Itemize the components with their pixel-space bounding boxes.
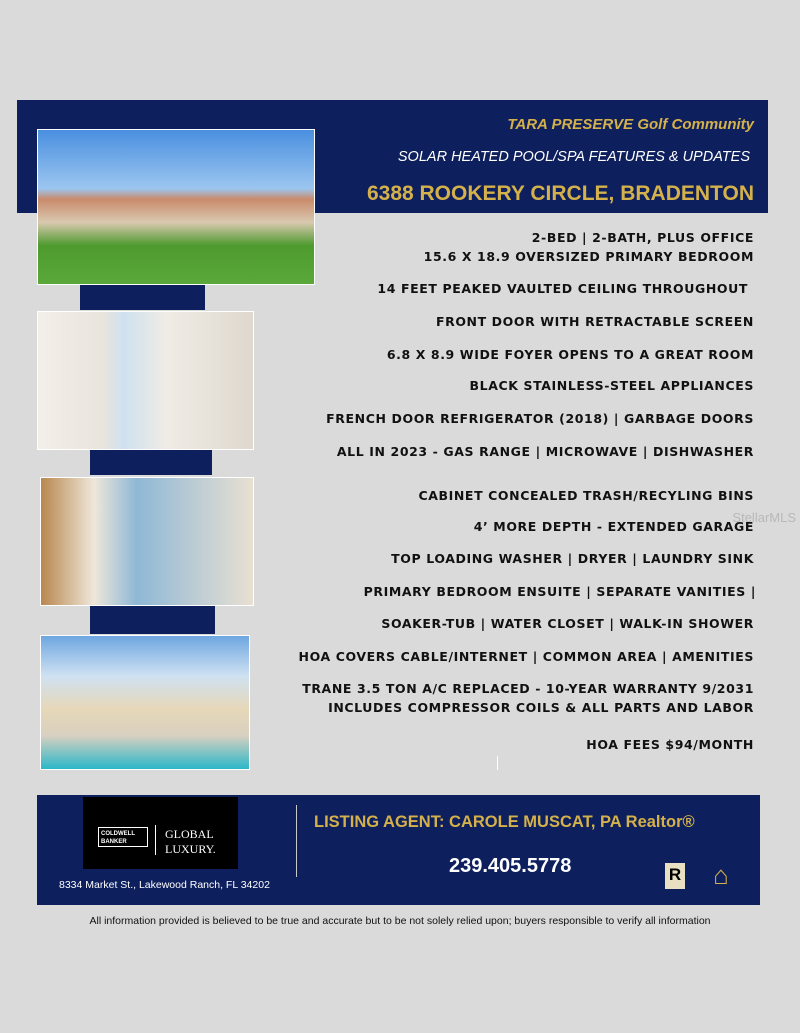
community-name: TARA PRESERVE Golf Community [507, 116, 754, 133]
feature-item: CABINET CONCEALED TRASH/RECYLING BINS [418, 488, 754, 503]
subtitle: SOLAR HEATED POOL/SPA FEATURES & UPDATES [397, 149, 750, 165]
feature-item: FRENCH DOOR REFRIGERATOR (2018) | GARBAGE DOORS [326, 411, 754, 426]
feature-item: 4’ MORE DEPTH - EXTENDED GARAGE [473, 519, 754, 534]
listing-agent: LISTING AGENT: CAROLE MUSCAT, PA Realtor® [314, 813, 695, 831]
feature-item: PRIMARY BEDROOM ENSUITE | SEPARATE VANITIES | [363, 584, 756, 599]
property-address: 6388 ROOKERY CIRCLE, BRADENTON [366, 182, 754, 205]
logo-text: LUXURY. [165, 842, 216, 856]
logo-divider [155, 825, 156, 855]
agent-phone[interactable]: 239.405.5778 [449, 855, 572, 877]
feature-item: TOP LOADING WASHER | DRYER | LAUNDRY SINK [391, 551, 754, 566]
feature-item: INCLUDES COMPRESSOR COILS & ALL PARTS AND LABOR [328, 700, 754, 715]
feature-item: 15.6 X 18.9 OVERSIZED PRIMARY BEDROOM [423, 249, 754, 264]
feature-item: TRANE 3.5 TON A/C REPLACED - 10-YEAR WARRANTY 9/2031 [302, 681, 754, 696]
great-room-photo [37, 311, 254, 450]
disclaimer: All information provided is believed to be true and accurate but to be not solely relied upon; buyers responsible to verify all information [89, 915, 711, 927]
feature-item: 14 FEET PEAKED VAULTED CEILING THROUGHOUT [377, 281, 748, 296]
photo-tab [90, 605, 215, 634]
pool-lanai-photo [40, 635, 250, 770]
photo-tab [80, 283, 205, 310]
footer-banner [37, 795, 760, 905]
feature-item: ALL IN 2023 - GAS RANGE | MICROWAVE | DISHWASHER [336, 444, 754, 459]
divider [497, 756, 498, 770]
feature-item: FRONT DOOR WITH RETRACTABLE SCREEN [435, 314, 754, 329]
feature-item: HOA COVERS CABLE/INTERNET | COMMON AREA | AMENITIES [298, 649, 754, 664]
logo-text: GLOBAL [165, 827, 214, 841]
photo-tab [90, 449, 212, 475]
dining-photo [40, 477, 254, 606]
feature-item: SOAKER-TUB | WATER CLOSET | WALK-IN SHOWER [381, 616, 754, 631]
equal-housing-icon: ⌂ [713, 860, 729, 890]
global-luxury-logo [165, 827, 216, 857]
feature-item: 2-BED | 2-BATH, PLUS OFFICE [531, 230, 754, 245]
exterior-photo [37, 129, 315, 285]
feature-item: 6.8 X 8.9 WIDE FOYER OPENS TO A GREAT ROOM [386, 347, 754, 362]
feature-item: BLACK STAINLESS-STEEL APPLIANCES [469, 378, 754, 393]
brokerage-logo [83, 797, 238, 869]
office-address: 8334 Market St., Lakewood Ranch, FL 34202 [59, 879, 270, 891]
realtor-icon: R [665, 863, 685, 889]
coldwell-banker-logo: COLDWELL BANKER [98, 827, 148, 847]
watermark: StellarMLS [732, 510, 796, 525]
divider [296, 805, 297, 877]
feature-item: HOA FEES $94/MONTH [586, 737, 754, 752]
